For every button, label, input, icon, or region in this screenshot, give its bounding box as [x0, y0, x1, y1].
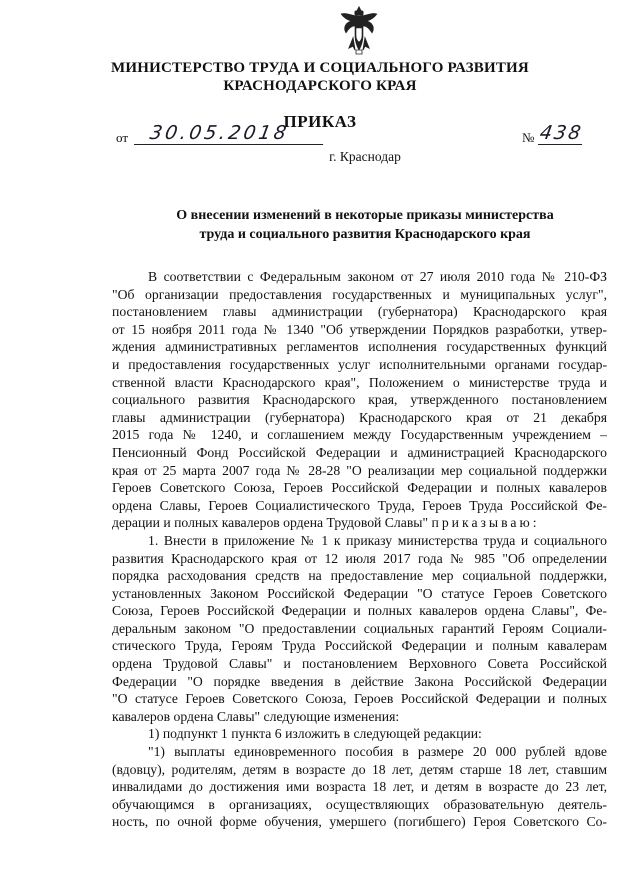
- decree-word: приказываю:: [431, 515, 540, 531]
- number-prefix: №: [522, 130, 535, 145]
- body-line: края от 25 марта 2007 года № 28-28 "О реализации мер социальной поддержки: [112, 462, 607, 478]
- body-line: "1) выплаты единовременного пособия в размере 20 000 рублей вдове: [148, 744, 607, 760]
- body-line: ордена Славы, Героев Социалистического Труда, Героев Труда Российской Фе-: [112, 497, 607, 513]
- order-date-number-row: [116, 122, 586, 148]
- order-body: [112, 268, 607, 831]
- order-title: ПРИКАЗ: [283, 112, 357, 131]
- body-line: установленных Законом Российской Федерации "О статусе Героев Советского: [112, 585, 607, 601]
- city: г. Краснодар: [329, 149, 401, 164]
- handwritten-order-number: 438: [538, 122, 585, 144]
- body-line: (вдовцу), родителям, детям в возрасте до 18 лет, детям старше 18 лет, ставшим: [112, 761, 607, 777]
- body-line: Пенсионный Фонд Российской Федерации и администрацией Краснодарского: [112, 444, 607, 460]
- body-line: постановлением главы администрации (губернатора) Краснодарского края: [112, 304, 607, 320]
- date-prefix: от: [116, 130, 129, 145]
- body-line: В соответствии с Федеральным законом от 27 июля 2010 года № 210-ФЗ: [148, 269, 607, 284]
- body-line: ждения административных регламентов исполнения государственных функций: [112, 339, 607, 355]
- body-line: деральным законом "О предоставлении социальных гарантий Героям Социали-: [112, 620, 607, 636]
- body-line: стического Труда, Героям Труда Российской Федерации и полным кавалерам: [112, 638, 607, 654]
- handwritten-date: 30.05.2018: [134, 122, 327, 145]
- body-line: социального развития Краснодарского края, утвержденного постановлением: [112, 392, 607, 408]
- body-line: Героев Советского Союза, Героев Российской Федерации и полных кавалеров: [112, 480, 607, 496]
- subject-line2: труда и социального развития Краснодарского края: [199, 227, 531, 242]
- body-line: ордена Трудовой Славы" и постановлением Верховного Совета Российской: [112, 656, 607, 672]
- body-line: Союза, Героев Российской Федерации и полных кавалеров ордена Славы", Фе-: [112, 603, 607, 619]
- body-line: кавалеров ордена Славы" следующие изменения:: [112, 708, 400, 724]
- subject-line1: О внесении изменений в некоторые приказы министерства: [176, 208, 554, 223]
- coat-of-arms-icon: [339, 6, 379, 56]
- body-line: от 15 ноября 2011 года № 1340 "Об утверждении Порядков разработки, утвер-: [112, 321, 607, 337]
- ministry-name-line2: КРАСНОДАРСКОГО КРАЯ: [223, 78, 417, 94]
- body-line: главы администрации (губернатора) Краснодарского края от 21 декабря: [112, 409, 607, 425]
- body-line-decree: [112, 514, 607, 532]
- body-line: 1. Внести в приложение № 1 к приказу министерства труда и социального: [148, 532, 607, 548]
- body-line: развития Краснодарского края от 12 июля 2017 года № 985 "Об определении: [112, 550, 607, 566]
- body-line: дерации и полных кавалеров ордена Трудовой Славы": [112, 515, 429, 531]
- body-line: Федерации "О порядке введения в действие Закона Российской Федерации: [112, 673, 607, 689]
- ministry-name-line1: МИНИСТЕРСТВО ТРУДА И СОЦИАЛЬНОГО РАЗВИТИЯ: [111, 60, 529, 76]
- body-line: ность, по очной форме обучения, умершего (погибшего) Героя Советского Со-: [112, 814, 607, 830]
- body-line: инвалидами до достижения ими возраста 18 лет, и детям в возрасте до 23 лет,: [112, 779, 607, 795]
- body-line: "Об организации предоставления государственных и муниципальных услуг",: [112, 286, 607, 302]
- body-line: порядка расходования средств на предоставление мер социальной поддержки,: [112, 568, 607, 584]
- body-line: и предоставления государственных услуг исполнительными органами государ-: [112, 356, 607, 372]
- body-line: ственной власти Краснодарского края", Положением о министерстве труда и: [112, 374, 607, 390]
- body-line: обучающимся в организациях, осуществляющих образовательную деятель-: [112, 796, 607, 812]
- body-line: "О статусе Героев Советского Союза, Героев Российской Федерации и полных: [112, 691, 607, 707]
- body-line: 2015 года № 1240, и соглашением между Государственным учреждением –: [112, 427, 607, 443]
- body-line: 1) подпункт 1 пункта 6 изложить в следующей редакции:: [148, 726, 482, 742]
